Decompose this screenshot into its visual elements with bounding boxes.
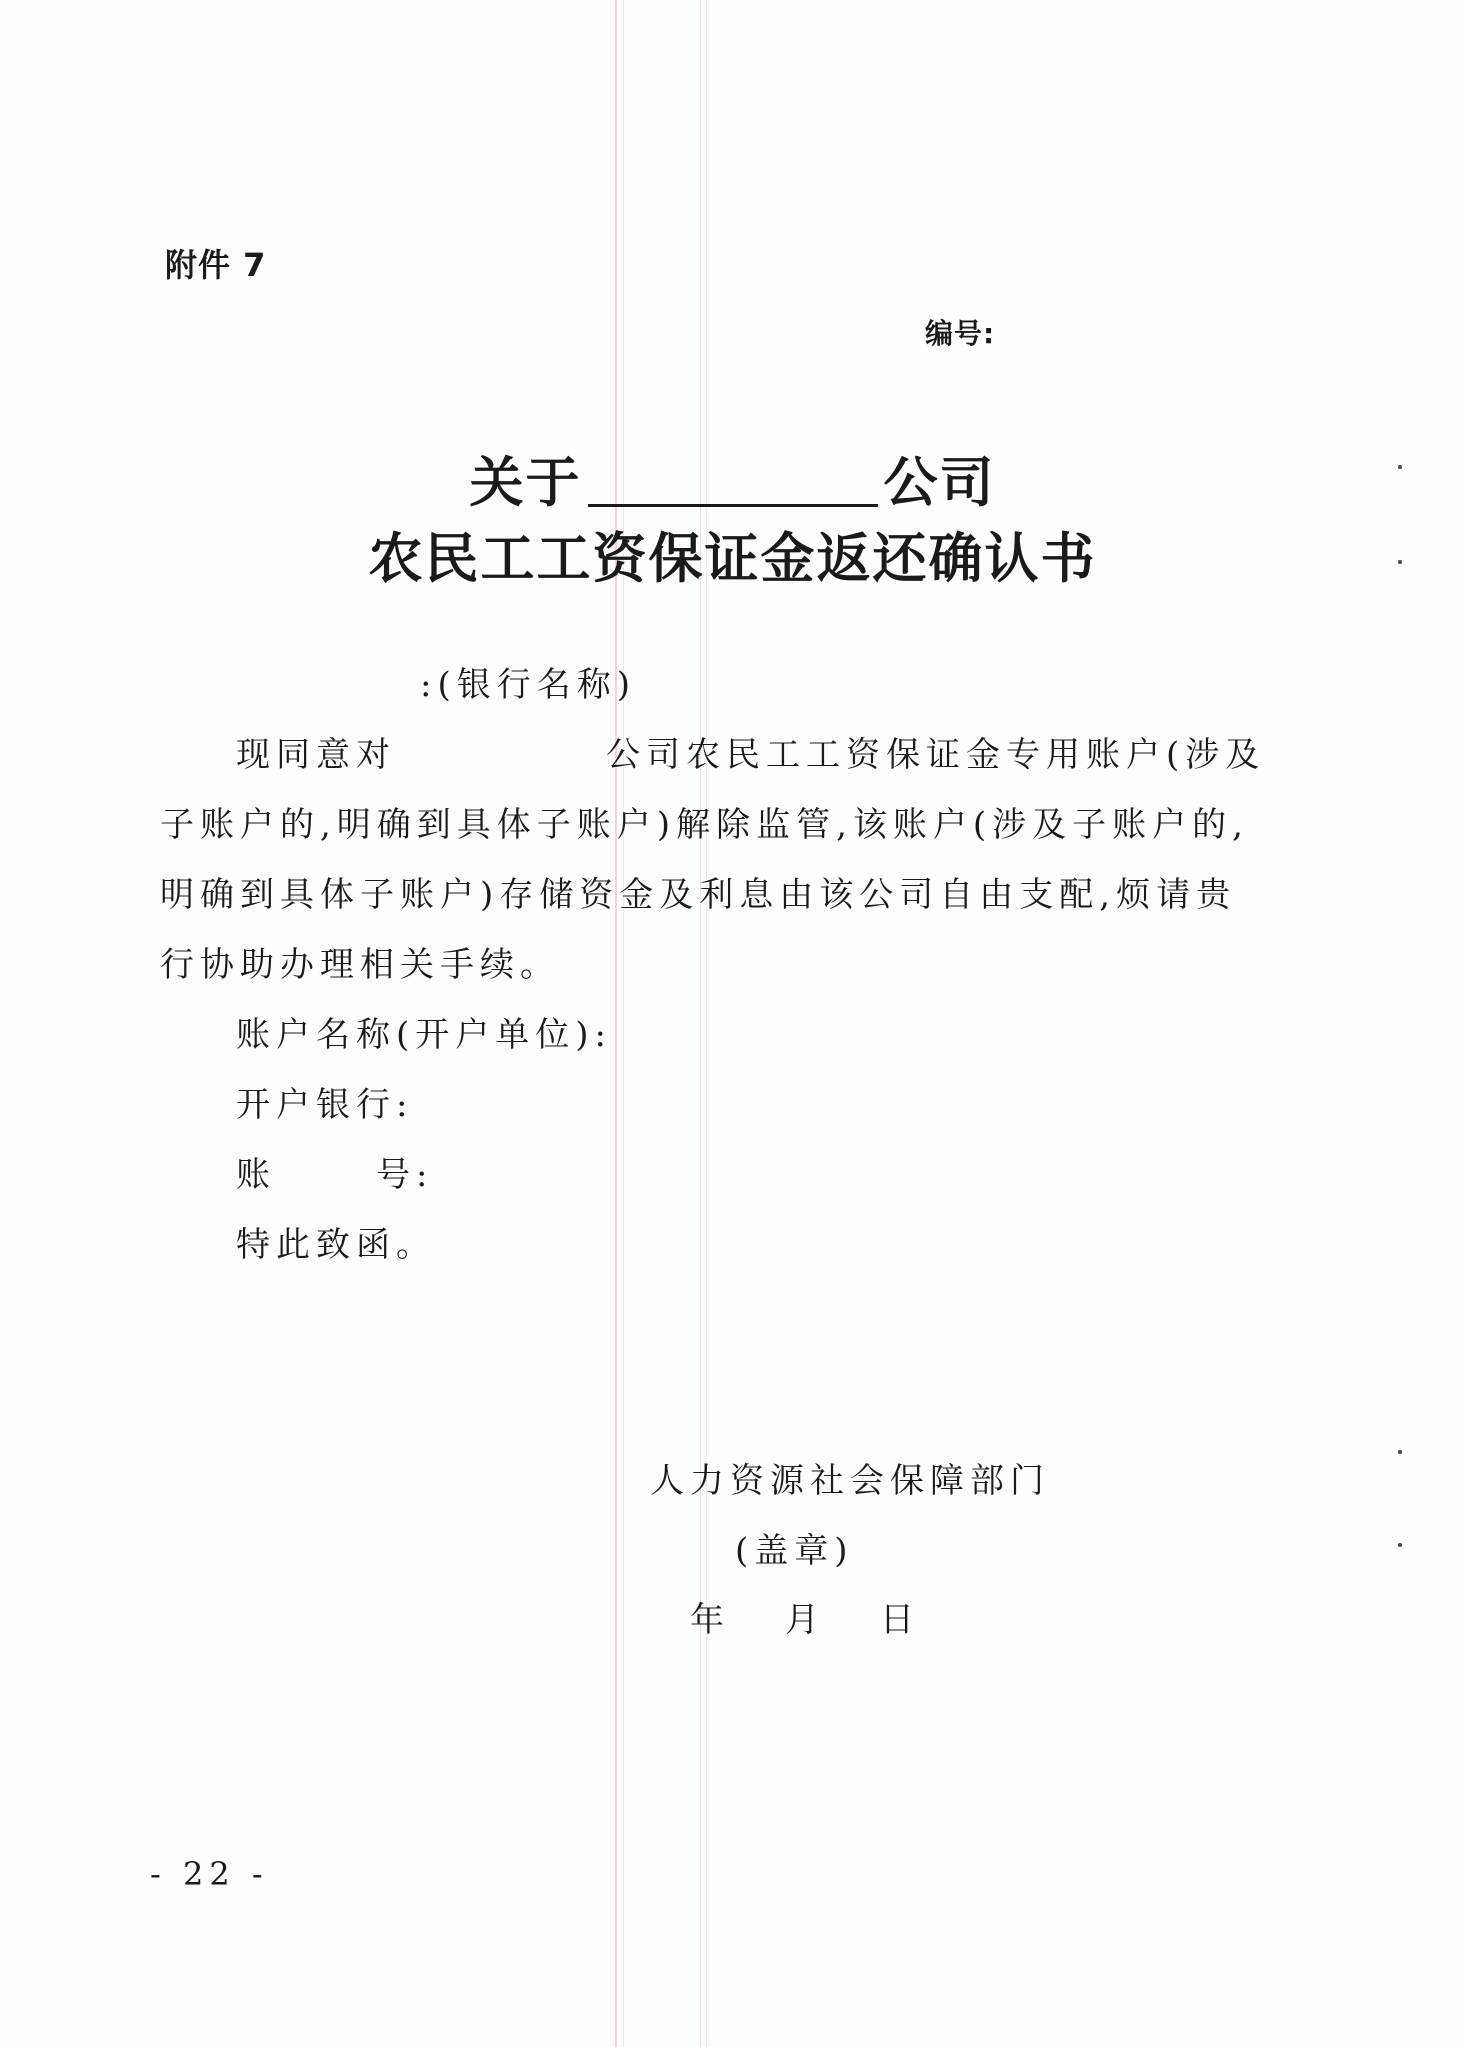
account-number-label-b: 号: (376, 1155, 434, 1195)
document-title-line1 (0, 440, 1465, 517)
scan-speck (1398, 1450, 1402, 1454)
scan-speck (1398, 1543, 1402, 1547)
document-title-line2: 农民工工资保证金返还确认书 (368, 526, 1097, 590)
seal-placeholder: (盖章) (735, 1531, 854, 1571)
body-paragraph (160, 720, 1270, 1000)
paragraph-part2: 公司农民工工资保证金专用账户(涉及子账户的,明确到具体子账户)解除监管,该账户(涉及子账户的,明确到具体子账户)存储资金及利息由该公司自由支配,烦请贵行协助办理相关手续。 (160, 735, 1266, 985)
company-name-blank (588, 450, 878, 507)
salutation: :(银行名称) (420, 665, 636, 705)
title-prefix: 关于 (469, 450, 582, 514)
closing-line: 特此致函。 (236, 1225, 436, 1265)
date-month: 月 (785, 1600, 825, 1640)
date-year: 年 (690, 1600, 730, 1640)
title-suffix: 公司 (883, 450, 996, 514)
signing-department: 人力资源社会保障部门 (650, 1461, 1050, 1501)
bank-field: 开户银行: (236, 1085, 414, 1125)
account-number-label-a: 账 (236, 1155, 276, 1195)
scan-fold-line (623, 0, 624, 2047)
signature-date (690, 1585, 920, 1655)
scan-fold-line (706, 0, 707, 2047)
account-name-field: 账户名称(开户单位): (236, 1015, 612, 1055)
scan-fold-line (700, 0, 701, 2047)
paragraph-part1: 现同意对 (236, 735, 396, 775)
page-number: - 22 - (150, 1855, 269, 1893)
serial-number-label: 编号: (925, 317, 996, 350)
attachment-label: 附件 7 (165, 246, 267, 284)
date-day: 日 (880, 1600, 920, 1640)
account-number-field (236, 1140, 433, 1210)
scan-fold-line (615, 0, 617, 2047)
